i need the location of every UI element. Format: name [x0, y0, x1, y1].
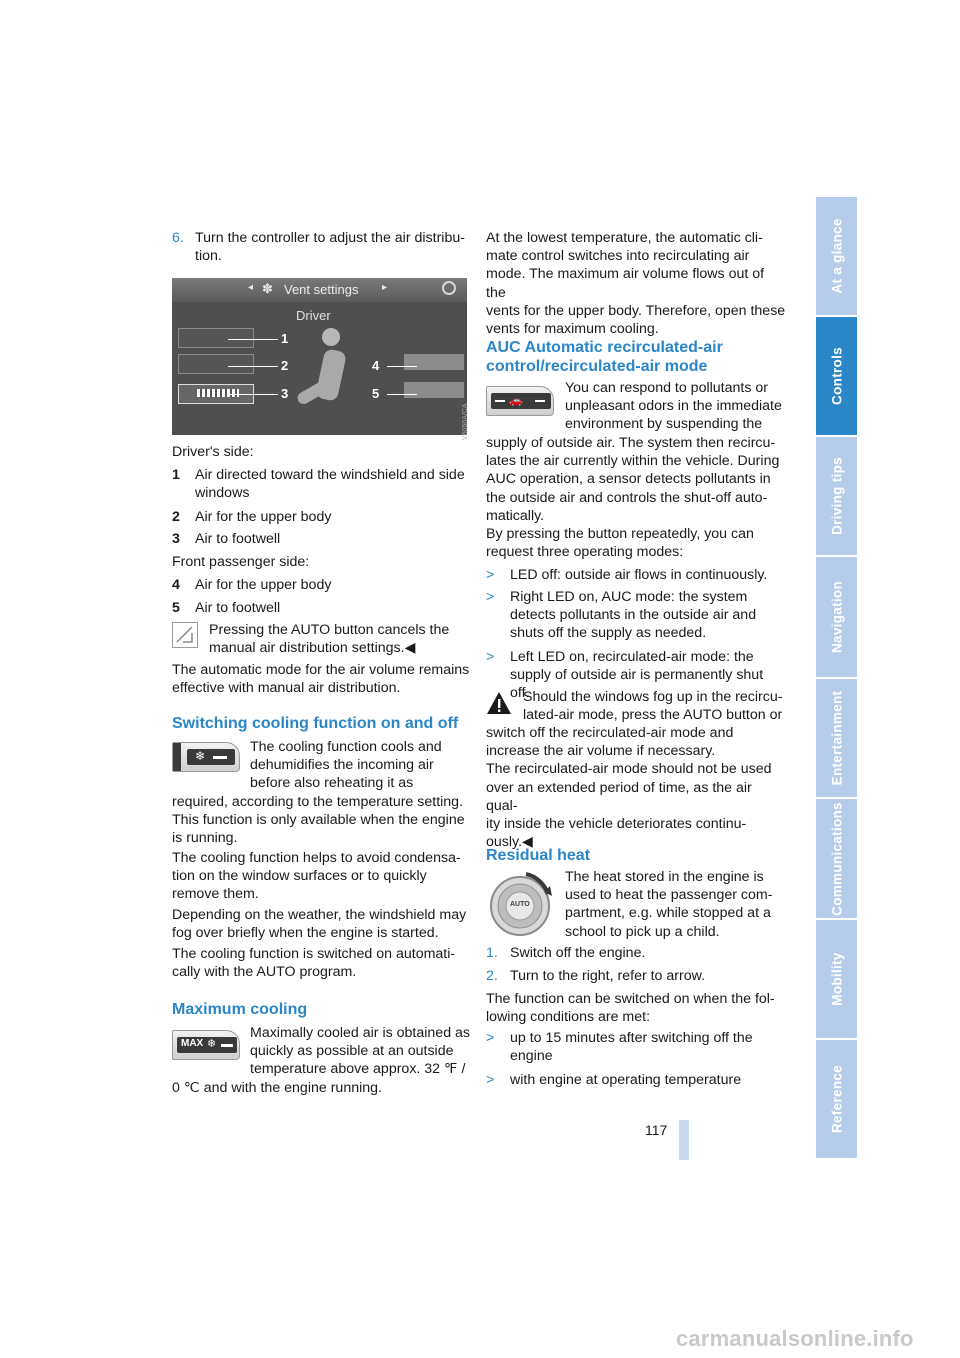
fan-icon: ✽: [262, 281, 273, 296]
paragraph-line: the outside air and controls the shut-off auto-: [486, 489, 768, 506]
auc-paragraph: [486, 434, 786, 525]
paragraph-line: At the lowest temperature, the automatic cli-: [486, 230, 763, 246]
step-text: Turn to the right, refer to arrow.: [510, 968, 706, 984]
paragraph-line: lated-air mode, press the AUTO button or: [523, 707, 783, 724]
item-text: with engine at operating temperature: [510, 1072, 742, 1088]
paragraph-line: dehumidifies the incoming air: [250, 757, 434, 774]
page-number: 117: [645, 1122, 668, 1138]
item-text: shuts off the supply as needed.: [510, 625, 707, 642]
paragraph-line: unpleasant odors in the immediate: [565, 398, 782, 415]
max-paragraph-indent: [250, 1024, 480, 1079]
settings-dial-icon: [442, 281, 456, 295]
callout-line: [228, 394, 278, 395]
step-text: Turn the controller to adjust the air distribu-: [195, 230, 465, 246]
paragraph-line: temperature above approx. 32 ℉ /: [250, 1061, 466, 1078]
tab-at-a-glance[interactable]: At a glance: [816, 197, 857, 317]
led-right-icon: [535, 400, 545, 402]
note-line: manual air distribution settings.◀: [209, 640, 416, 657]
callout-line: [387, 366, 417, 367]
paragraph-line: AUC operation, a sensor detects pollutants in: [486, 471, 771, 488]
step-text: tion.: [195, 248, 222, 265]
warning-icon: [486, 690, 512, 716]
tab-communications[interactable]: Communications: [816, 799, 857, 920]
conditions-paragraph: [486, 990, 786, 1026]
callout-line: [228, 339, 278, 340]
list-item: [172, 508, 472, 526]
callout-2: 2: [281, 358, 289, 373]
heading-max-cooling: Maximum cooling: [172, 1001, 308, 1018]
footwell-level: [197, 389, 239, 397]
paragraph-line: used to heat the passenger com-: [565, 887, 773, 904]
paragraph-line: mode. The maximum air volume flows out of the: [486, 266, 765, 301]
paragraph-line: This function is only available when the engine: [172, 812, 465, 829]
paragraph-line: matically.: [486, 507, 545, 524]
paragraph-line: Maximally cooled air is obtained as: [250, 1025, 471, 1041]
item-text: Right LED on, AUC mode: the system: [510, 589, 748, 605]
item-number: 1: [172, 467, 180, 483]
callout-1: 1: [281, 331, 289, 346]
watermark: carmanualsonline.info: [676, 1326, 914, 1351]
list-item: [486, 588, 786, 643]
cooling-paragraph-indent: [250, 738, 480, 793]
vent-settings-screen: [172, 278, 467, 435]
item-text: supply of outside air is permanently shut off.: [510, 667, 764, 702]
arrow-right-icon: ▸: [382, 282, 388, 293]
paragraph-line: remove them.: [172, 886, 259, 903]
auc-paragraph-indent: [565, 379, 785, 434]
snowflake-icon: ❄: [207, 1038, 217, 1050]
heading-auc: [486, 338, 786, 376]
passenger-upper-bar: [404, 354, 464, 370]
item-text: windows: [195, 485, 250, 502]
paragraph-line: Should the windows fog up in the recircu-: [523, 689, 783, 705]
item-text: Air to footwell: [195, 600, 281, 616]
paragraph-line: switch off the recirculated-air mode and: [486, 725, 734, 741]
screen-title: Vent settings: [284, 282, 359, 297]
paragraph-line: school to pick up a child.: [565, 923, 720, 940]
bullet: >: [486, 567, 495, 583]
note-icon: [172, 622, 198, 648]
callout-line: [387, 394, 417, 395]
snowflake-icon: ❄: [195, 749, 206, 763]
step-number: 1.: [486, 945, 498, 961]
tab-mobility[interactable]: Mobility: [816, 920, 857, 1040]
drivers-side-heading: Driver's side:: [172, 444, 254, 460]
heading-residual-heat: Residual heat: [486, 847, 591, 864]
paragraph-line: over an extended period of time, as the air qual-: [486, 779, 752, 814]
heading-line: AUC Automatic recirculated-air: [486, 339, 723, 356]
paragraph-line: The cooling function cools and: [250, 739, 442, 755]
tab-navigation[interactable]: Navigation: [816, 557, 857, 679]
paragraph-line: The cooling function is switched on automati-: [172, 946, 456, 962]
callout-3: 3: [281, 386, 289, 401]
residual-heat-knob[interactable]: [486, 868, 556, 938]
cooling-paragraph-4: [172, 945, 472, 981]
item-text: Left LED on, recirculated-air mode: the: [510, 649, 754, 665]
item-text: Air to footwell: [195, 531, 281, 547]
press-paragraph: [486, 525, 786, 561]
tab-driving-tips[interactable]: Driving tips: [816, 437, 857, 557]
list-item: [486, 1071, 786, 1089]
callout-line: [228, 366, 278, 367]
paragraph-line: environment by suspending the: [565, 416, 763, 433]
button-face: [177, 1037, 237, 1053]
item-number: 5: [172, 600, 180, 616]
paragraph-line: The cooling function helps to avoid condensa-: [172, 850, 461, 866]
paragraph-line: Depending on the weather, the windshield may: [172, 907, 467, 923]
item-number: 4: [172, 577, 180, 593]
paragraph-line: increase the air volume if necessary.: [486, 743, 716, 760]
note-line: Pressing the AUTO button cancels the: [209, 622, 450, 638]
paragraph-line: vents for maximum cooling.: [486, 321, 659, 338]
item-text: Air for the upper body: [195, 577, 332, 593]
paragraph-line: The recirculated-air mode should not be used: [486, 761, 772, 778]
paragraph-line: request three operating modes:: [486, 544, 684, 561]
page-number-bar: [679, 1120, 689, 1160]
paragraph-line: required, according to the temperature setting.: [172, 794, 464, 810]
item-text: Air directed toward the windshield and side: [195, 467, 465, 483]
list-item: [172, 530, 472, 548]
seat-head-icon: [322, 328, 340, 346]
list-item: [172, 599, 472, 617]
step-number: 6.: [172, 230, 184, 246]
step-item: [486, 944, 786, 962]
tab-controls[interactable]: Controls: [816, 317, 857, 437]
passenger-footwell-bar: [404, 382, 464, 398]
paragraph-line: mate control switches into recirculating air: [486, 248, 750, 265]
passenger-side-heading: Front passenger side:: [172, 554, 310, 570]
list-item: [172, 466, 472, 502]
item-text: engine: [510, 1048, 553, 1065]
list-item: [486, 1029, 786, 1065]
arrow-left-icon: ◂: [248, 282, 254, 293]
tab-reference[interactable]: Reference: [816, 1040, 857, 1160]
led-icon: [221, 1044, 233, 1047]
paragraph-line: effective with manual air distribution.: [172, 680, 401, 697]
tab-entertainment[interactable]: Entertainment: [816, 679, 857, 799]
paragraph-line: partment, e.g. while stopped at a: [565, 905, 771, 922]
upper-body-slider: [178, 354, 254, 374]
paragraph-line: ously.◀: [486, 834, 533, 851]
paragraph-line: quickly as possible at an outside: [250, 1043, 454, 1060]
item-text: LED off: outside air flows in continuously.: [510, 567, 768, 583]
paragraph-line: lowing conditions are met:: [486, 1009, 651, 1026]
cooling-paragraph-3: [172, 906, 472, 942]
paragraph-line: ity inside the vehicle deteriorates continu-: [486, 816, 747, 833]
paragraph-line: tion on the window surfaces or to quickly: [172, 868, 427, 885]
led-icon: [213, 756, 227, 759]
windshield-slider: [178, 328, 254, 348]
car-recirculation-icon: 🚗: [509, 395, 523, 407]
max-cooling-button[interactable]: [172, 1030, 240, 1060]
note-text: [209, 621, 469, 657]
cooling-button[interactable]: [172, 742, 240, 772]
heading-cooling: Switching cooling function on and off: [172, 715, 459, 732]
residual-paragraph: [565, 868, 785, 941]
paragraph-line: The automatic mode for the air volume remains: [172, 662, 470, 678]
paragraph-line: before also reheating it as: [250, 775, 414, 792]
screen-subtitle: Driver: [296, 308, 331, 323]
step-6: [172, 229, 472, 265]
paragraph-line: is running.: [172, 830, 238, 847]
bullet: >: [486, 649, 495, 665]
heading-line: control/recirculated-air mode: [486, 358, 708, 375]
max-label: MAX: [181, 1038, 204, 1049]
bullet: >: [486, 1030, 495, 1046]
paragraph-line: The function can be switched on when the fol-: [486, 991, 775, 1007]
item-number: 2: [172, 509, 180, 525]
cooling-paragraph-2: [172, 849, 472, 904]
item-text: detects pollutants in the outside air and: [510, 607, 757, 624]
item-text: up to 15 minutes after switching off the: [510, 1030, 753, 1046]
list-item: [172, 576, 472, 594]
max-paragraph-line: 0 ℃ and with the engine running.: [172, 1080, 382, 1096]
step-text: Switch off the engine.: [510, 945, 646, 961]
warning-text: [486, 724, 786, 851]
auc-button[interactable]: [486, 386, 554, 416]
item-number: 3: [172, 531, 180, 547]
paragraph-line: By pressing the button repeatedly, you can: [486, 526, 754, 542]
paragraph-line: cally with the AUTO program.: [172, 964, 357, 981]
callout-4: 4: [372, 358, 380, 373]
button-face: [187, 749, 235, 765]
led-left-icon: [495, 400, 505, 402]
step-number: 2.: [486, 968, 498, 984]
step-item: [486, 967, 786, 985]
image-code: V6050A/CA: [462, 403, 469, 440]
bullet: >: [486, 1072, 495, 1088]
paragraph-line: supply of outside air. The system then recircu-: [486, 435, 776, 451]
bullet: >: [486, 589, 495, 605]
cooling-paragraph: [172, 793, 472, 848]
callout-5: 5: [372, 386, 380, 401]
button-face: [491, 393, 551, 409]
paragraph-line: You can respond to pollutants or: [565, 380, 768, 396]
list-item: [486, 566, 786, 584]
item-text: Air for the upper body: [195, 509, 332, 525]
paragraph-line: fog over briefly when the engine is started.: [172, 925, 439, 942]
warning-text-indent: [523, 688, 788, 724]
auto-mode-paragraph: [172, 661, 472, 697]
button-edge: [173, 743, 181, 771]
paragraph-line: vents for the upper body. Therefore, open these: [486, 302, 786, 319]
paragraph-line: The heat stored in the engine is: [565, 869, 764, 885]
paragraph-line: lates the air currently within the vehicle. During: [486, 453, 780, 470]
knob-label: AUTO: [510, 901, 530, 908]
intro-paragraph: [486, 229, 786, 338]
